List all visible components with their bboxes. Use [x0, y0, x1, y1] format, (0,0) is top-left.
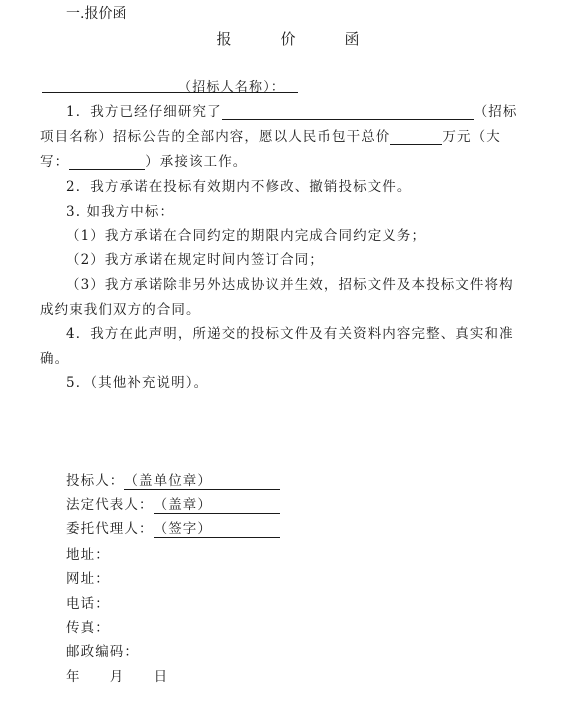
date-label: 年 月 日: [66, 669, 169, 685]
clause-3-3-line-2: 成约束我们双方的合同。: [40, 302, 201, 318]
bidder-note: （盖单位章）: [124, 473, 213, 489]
bidder-seal-field[interactable]: [124, 469, 280, 490]
clause-5: 5．（其他补充说明）。: [66, 375, 209, 391]
capital-amount-blank[interactable]: [69, 153, 145, 170]
agent-row: [66, 517, 280, 538]
clause-1-unit: 万元（大: [442, 129, 501, 145]
clause-4-line-2: 确。: [40, 351, 70, 367]
total-price-blank[interactable]: [390, 128, 442, 145]
clause-1-line-1: [66, 100, 518, 120]
website-label: 网址：: [66, 571, 110, 587]
legal-rep-row: [66, 493, 280, 514]
clause-1-middle: 招标公告的全部内容，愿以人民币包干总价: [113, 129, 391, 145]
address-label: 地址：: [66, 547, 110, 563]
project-label-b: 项目名称）: [40, 129, 113, 145]
project-label-a: （招标: [473, 104, 518, 120]
agent-note: （签字）: [153, 521, 213, 537]
document-title: 报 价 函: [216, 30, 377, 48]
section-heading: 一.报价函: [66, 6, 127, 22]
recipient-label: （招标人名称）：: [178, 80, 286, 95]
clause-3-3-line-1: （3）我方承诺除非另外达成协议并生效，招标文件及本投标文件将构: [66, 277, 514, 293]
clause-3: 3. 如我方中标：: [66, 204, 175, 220]
phone-label: 电话：: [66, 596, 110, 612]
agent-signature-field[interactable]: [154, 517, 280, 538]
clause-4-line-1: 4．我方在此声明，所递交的投标文件及有关资料内容完整、真实和准: [66, 326, 514, 342]
project-name-blank[interactable]: [222, 103, 474, 120]
clause-3-1: （1）我方承诺在合同约定的期限内完成合同约定义务；: [66, 228, 427, 244]
clause-1-line-3: [40, 150, 247, 170]
clause-3-2: （2）我方承诺在规定时间内签订合同；: [66, 252, 324, 268]
capital-label: 写：: [40, 154, 70, 170]
clause-1-line-2: [40, 125, 501, 145]
postcode-label: 邮政编码：: [66, 644, 139, 660]
clause-2: 2．我方承诺在投标有效期内不修改、撤销投标文件。: [66, 179, 412, 195]
clause-1-start: 1．我方已经仔细研究了: [66, 104, 222, 120]
bidder-label: 投标人：: [66, 473, 125, 489]
legal-rep-label: 法定代表人：: [66, 497, 154, 513]
fax-label: 传真：: [66, 620, 110, 636]
bidder-row: [66, 469, 280, 490]
legal-rep-seal-field[interactable]: [154, 493, 280, 514]
agent-label: 委托代理人：: [66, 521, 154, 537]
clause-1-end: ）承接该工作。: [145, 154, 248, 170]
legal-rep-note: （盖章）: [153, 497, 213, 513]
